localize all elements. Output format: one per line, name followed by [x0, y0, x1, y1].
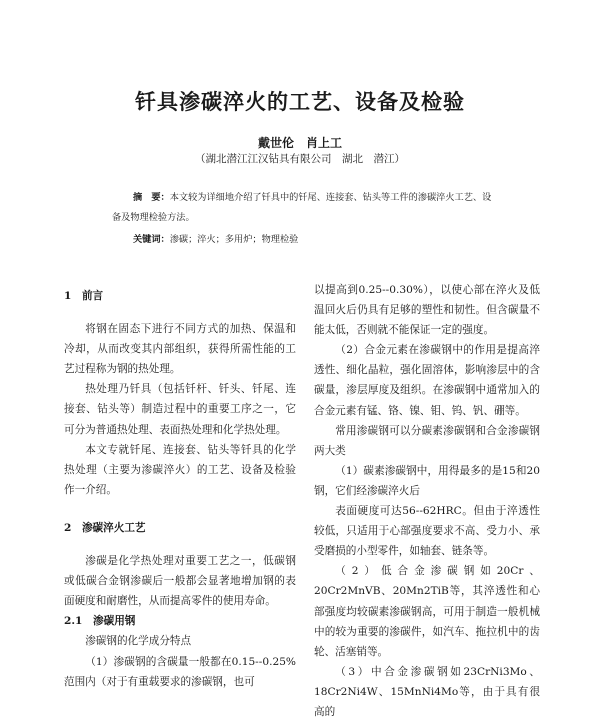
paragraph: （2）合金元素在渗碳钢中的作用是提高淬透性、细化晶粒，强化固溶体，影响渗层中的含碳量，渗层厚度及组织。在渗碳钢中通常加入的合金元素有锰、铬、镍、钼、钨、钒、硼等。	[314, 344, 540, 417]
paragraph: 将钢在固态下进行不同方式的加热、保温和冷却，从而改变其内部组织，获得所需性能的工艺过程称为钢的热处理。	[64, 323, 296, 376]
right-column	[314, 280, 540, 722]
paragraph: （1）碳素渗碳钢中，用得最多的是15和20钢，它们经渗碳淬火后	[314, 464, 540, 497]
paragraph: 渗碳钢的化学成分特点	[85, 635, 192, 648]
affiliation: （湖北潜江江汉钻具有限公司 湖北 潜江）	[195, 153, 405, 165]
authors: 戴世伦 肖上工	[257, 136, 342, 150]
keywords-text: 渗碳；淬火；多用炉；物理检验	[169, 234, 299, 245]
left-column	[64, 286, 296, 692]
paragraph: 渗碳是化学热处理对重要工艺之一，低碳钢或低碳合金钢渗碳后一般都会显著地增加钢的表面硬度和耐磨性，从而提高零件的使用寿命。	[64, 555, 296, 608]
paragraph: （1）渗碳钢的含碳量一般都在0.15--0.25%范围内（对于有重载要求的渗碳钢，也可	[64, 655, 296, 688]
section-heading-process: 2 渗碳淬火工艺	[64, 521, 146, 534]
subsection-heading-steel: 2.1 渗碳用钢	[64, 615, 136, 628]
paragraph: （3）中合金渗碳钢如23CrNi3Mo、18Cr2Ni4W、15MnNi4Mo等，由于具有很高的	[314, 665, 540, 718]
paragraph: 常用渗碳钢可以分碳素渗碳钢和合金渗碳钢两大类	[314, 424, 540, 457]
paragraph: 本文专就钎尾、连接套、钻头等钎具的化学热处理（主要为渗碳淬火）的工艺、设备及检验作一介绍。	[64, 443, 296, 496]
paragraph: （2）低合金渗碳钢如20Cr、20Cr2MnVB、20Mn2TiB等，其淬透性和心部强度均较碳素渗碳钢高，可用于制造一般机械中的较为重要的渗碳件，如汽车、拖拉机中的齿轮、活塞销等。	[314, 565, 540, 658]
paragraph: 以提高到0.25--0.30%），以使心部在淬火及低温回火后仍具有足够的塑性和韧性。但含碳量不能太低，否则就不能保证一定的强度。	[314, 284, 540, 337]
keywords-label: 关键词：	[133, 234, 170, 245]
abstract-block	[112, 188, 492, 250]
keywords-line	[112, 230, 492, 250]
abstract-label: 摘 要：	[133, 192, 170, 203]
section-heading-intro: 1 前言	[64, 290, 104, 302]
paragraph: 热处理乃钎具（包括钎杆、钎头、钎尾、连接套、钻头等）制造过程中的重要工序之一，它可分为普通热处理、表面热处理和化学热处理。	[64, 383, 296, 436]
abstract-text: 本文较为详细地介绍了钎具中的钎尾、连接套、钻头等工件的渗碳淬火工艺、设备及物理检验方法。	[112, 192, 492, 223]
abstract-paragraph	[112, 188, 492, 228]
article-title: 钎具渗碳淬火的工艺、设备及检验	[135, 89, 465, 114]
paragraph: 表面硬度可达56--62HRC。但由于淬透性较低，只适用于心部强度要求不高、受力小、承受磨损的小型零件，如轴套、链条等。	[314, 505, 540, 558]
